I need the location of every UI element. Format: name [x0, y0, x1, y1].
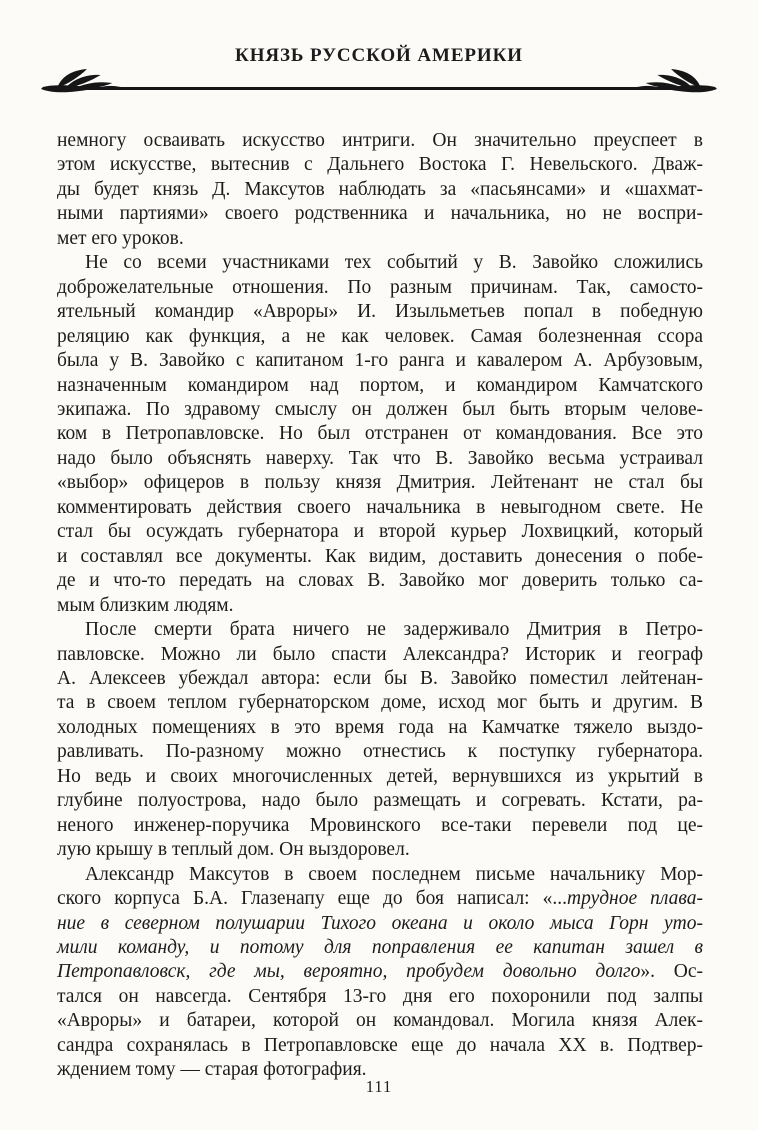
text-line [57, 594, 703, 618]
text-line [57, 740, 703, 764]
text-line [57, 569, 703, 593]
text-line [57, 960, 703, 984]
text-line [57, 300, 703, 324]
text-line [57, 838, 703, 862]
body-text [57, 129, 703, 1083]
body-text-segment: Но ведь и своих многочисленных детей, вернувшихся из укрытий в [57, 765, 703, 787]
body-text-segment: ». Ос- [640, 961, 704, 983]
body-text-segment: холодных помещениях в это время года на Камчатке тяжело выздо- [57, 716, 703, 738]
text-line [57, 374, 703, 398]
body-text-segment: комментировать действия своего начальника в невыгодном свете. Не [57, 496, 703, 518]
leaf-flourish-icon [40, 68, 128, 95]
text-line [57, 178, 703, 202]
paragraph [57, 251, 703, 618]
text-line [57, 814, 703, 838]
paragraph [57, 129, 703, 251]
body-text-segment: равливать. По-разному можно отнестись к поступку губернатора. [57, 741, 703, 763]
body-text-segment: и составлял все документы. Как видим, доставить донесения о побе- [57, 545, 703, 567]
body-text-segment: немногу осваивать искусство интриги. Он значительно преуспеет в [57, 130, 703, 151]
quoted-italic-text: мили команду, и потому для поправления ее капитан зашел в [57, 936, 703, 958]
quoted-italic-text: ние в северном полушарии Тихого океана и около мыса Горн уто- [57, 912, 703, 934]
text-line [57, 643, 703, 667]
paragraph [57, 863, 703, 1083]
text-line [57, 618, 703, 642]
body-text-segment: этом искусстве, вытеснив с Дальнего Востока Г. Невельского. Дваж- [57, 154, 703, 176]
text-line [57, 129, 703, 153]
body-text-segment: де и что-то передать на словах В. Завойко мог доверить только са- [57, 570, 703, 592]
text-line [57, 936, 703, 960]
body-text-segment: ского корпуса Б.А. Глазенапу еще до боя написал: «... [57, 888, 568, 910]
quoted-italic-text: Петропавловск, где мы, вероятно, пробудем довольно долго [57, 961, 641, 983]
body-text-segment: сандра сохранялась в Петропавловске еще до начала XX в. Подтвер- [57, 1034, 703, 1056]
text-line [57, 545, 703, 569]
text-line [57, 1034, 703, 1058]
body-text-segment: ком в Петропавловске. Но был отстранен от командования. Все это [57, 423, 703, 445]
body-text-segment: Александр Максутов в своем последнем письме начальнику Мор- [85, 863, 703, 885]
body-text-segment: доброжелательные отношения. По разным причинам. Так, самосто- [57, 276, 703, 298]
text-line [57, 520, 703, 544]
text-line [57, 496, 703, 520]
body-text-segment: экипажа. По здравому смыслу он должен был быть вторым челове- [57, 398, 703, 420]
text-line [57, 447, 703, 471]
text-line [57, 349, 703, 373]
body-text-segment: ждением тому — старая фотография. [57, 1059, 367, 1081]
text-line [57, 251, 703, 275]
body-text-segment: павловске. Можно ли было спасти Александра? Историк и географ [57, 643, 703, 665]
body-text-segment: тался он навсегда. Сентября 13-го дня его похоронили под залпы [57, 985, 703, 1007]
body-text-segment: После смерти брата ничего не задерживало Дмитрия в Петро- [85, 619, 703, 641]
body-text-segment: лую крышу в теплый дом. Он выздоровел. [57, 839, 410, 861]
body-text-segment: мым близким людям. [57, 594, 234, 616]
text-line [57, 667, 703, 691]
body-text-segment: Не со всеми участниками тех событий у В. Завойко сложились [85, 252, 703, 274]
text-line [57, 1009, 703, 1033]
text-line [57, 325, 703, 349]
paragraph [57, 618, 703, 863]
page-number: 111 [365, 1077, 393, 1096]
text-line [57, 912, 703, 936]
body-text-segment: реляцию как функция, а не как человек. Самая болезненная ссора [57, 325, 703, 347]
text-line [57, 202, 703, 226]
text-line [57, 153, 703, 177]
page-title: КНЯЗЬ РУССКОЙ АМЕРИКИ [235, 45, 523, 66]
body-text-segment: глубине полуострова, надо было размещать и согревать. Кстати, ра- [57, 790, 703, 812]
text-line [57, 716, 703, 740]
body-text-segment: «выбор» офицеров в пользу князя Дмитрия. Лейтенант не стал бы [57, 472, 703, 494]
body-text-segment: надо было объяснять наверху. Так что В. Завойко весьма устраивал [57, 447, 703, 469]
text-line [57, 985, 703, 1009]
text-line [57, 863, 703, 887]
body-text-segment: стал бы осуждать губернатора и второй курьер Лохвицкий, который [57, 521, 703, 543]
body-text-segment: «Авроры» и батареи, которой он командовал. Могила князя Алек- [57, 1010, 703, 1032]
body-text-segment: ятельный командир «Авроры» И. Изыльметьев попал в победную [57, 301, 703, 323]
body-text-segment: мет его уроков. [57, 227, 184, 249]
body-text-segment: ды будет князь Д. Максутов наблюдать за «пасьянсами» и «шахмат- [57, 178, 703, 200]
header-divider [38, 68, 720, 96]
body-text-segment: та в своем теплом губернаторском доме, исход мог быть и другим. В [57, 692, 703, 714]
leaf-flourish-icon [630, 68, 718, 95]
text-line [57, 422, 703, 446]
text-line [57, 789, 703, 813]
text-line [57, 471, 703, 495]
body-text-segment: ными партиями» своего родственника и начальника, но не воспри- [57, 203, 703, 225]
body-text-segment: неного инженер-поручика Мровинского все-таки перевели под це- [57, 814, 703, 836]
text-line [57, 227, 703, 251]
text-line [57, 765, 703, 789]
divider-rule [52, 87, 706, 90]
text-line [57, 691, 703, 715]
quoted-italic-text: трудное плава- [567, 888, 703, 910]
text-line [57, 276, 703, 300]
body-text-segment: была у В. Завойко с капитаном 1-го ранга и кавалером А. Арбузовым, [57, 350, 703, 372]
text-line [57, 398, 703, 422]
body-text-segment: назначенным командиром над портом, и командиром Камчатского [57, 374, 703, 396]
text-line [57, 887, 703, 911]
body-text-segment: А. Алексеев убеждал автора: если бы В. Завойко поместил лейтенан- [57, 667, 703, 689]
